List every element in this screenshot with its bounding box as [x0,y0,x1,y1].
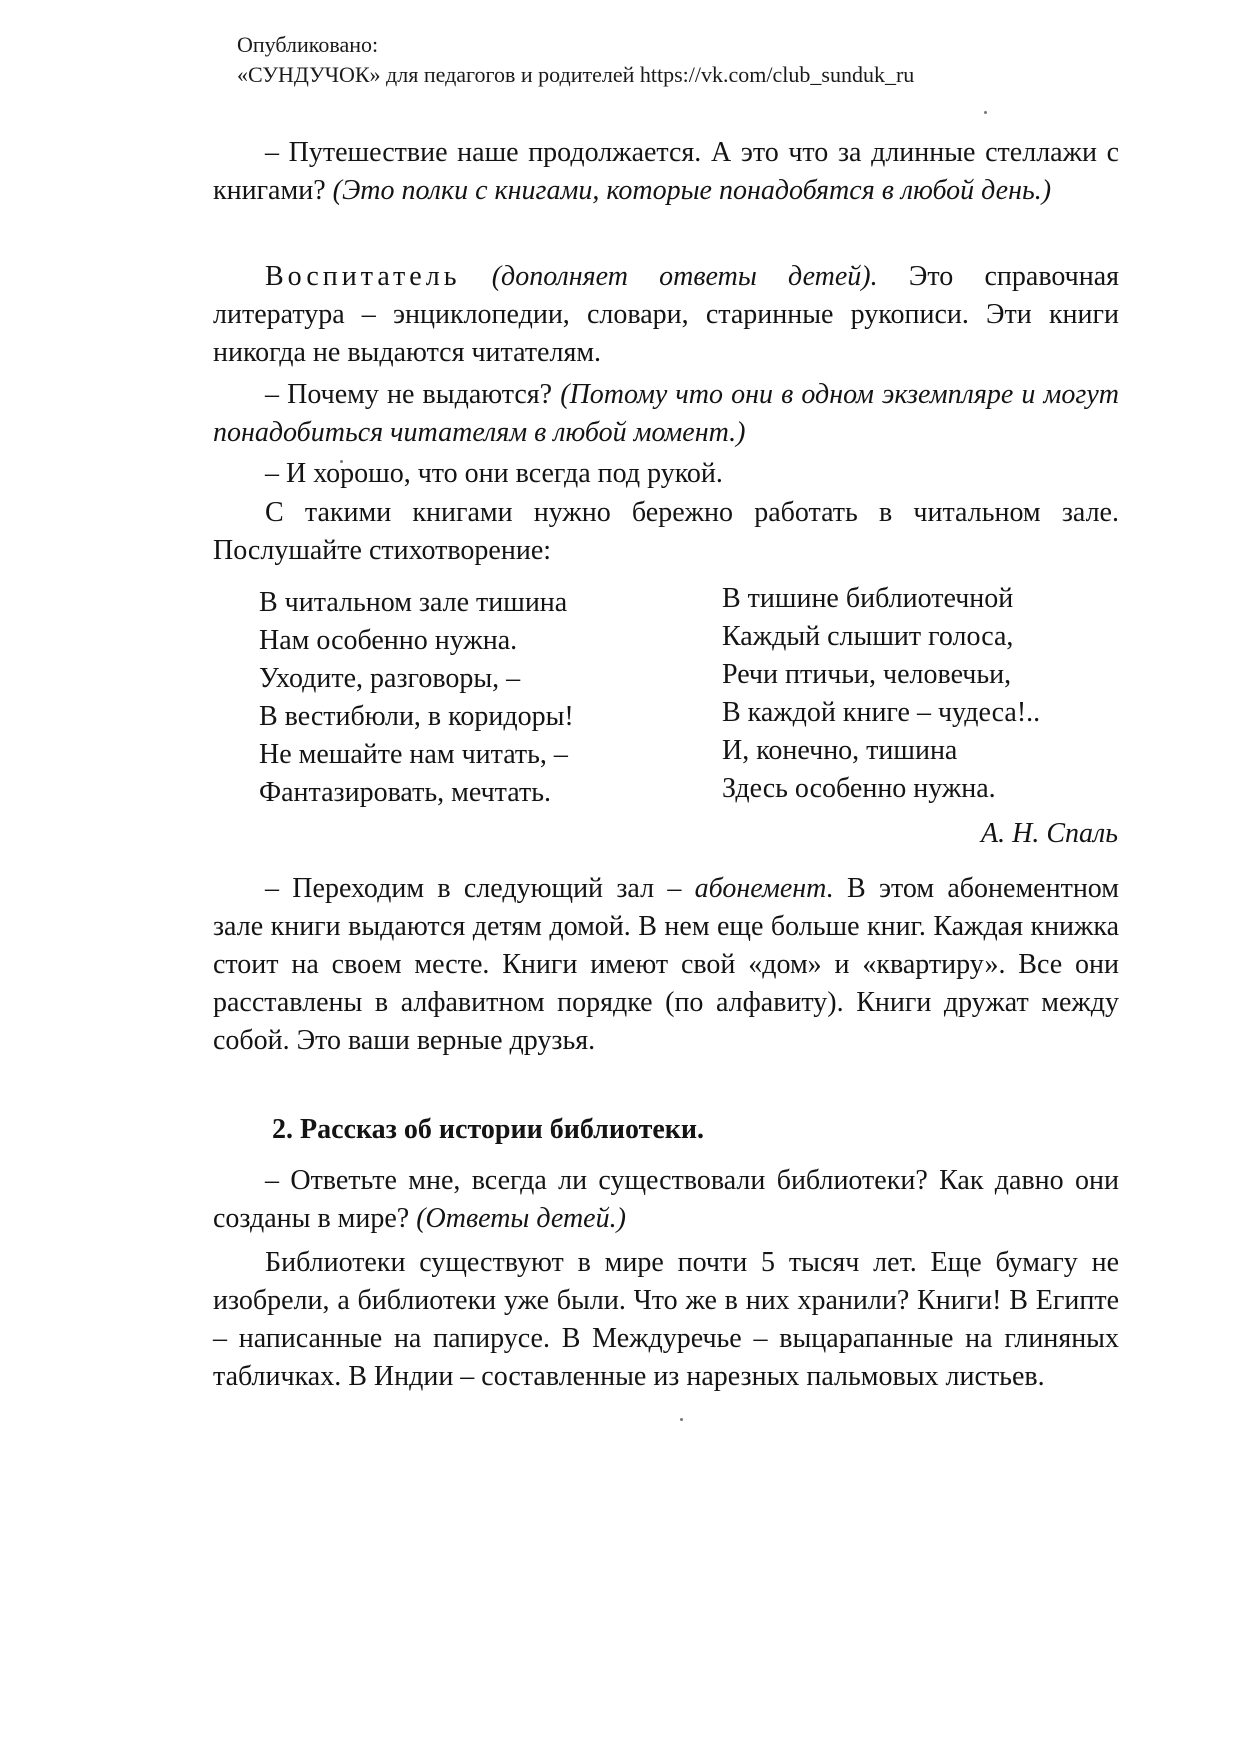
poem-line: Фантазировать, мечтать. [259,777,551,808]
speaker-label: Воспитатель [265,261,461,292]
scan-speck [680,1418,683,1421]
paragraph-4-text: – И хорошо, что они всегда под рукой. [265,458,723,489]
paragraph-1-answer: (Это полки с книгами, которые понадобятся в любой день.) [332,175,1052,206]
scan-speck [984,111,987,114]
poem-line: В каждой книге – чудеса!.. [722,697,1041,728]
section-heading: 2. Рассказ об истории библиотеки. [272,1114,705,1145]
poem-line: Каждый слышит голоса, [722,621,1014,652]
paragraph-1 [213,134,1119,210]
poem-line: В вестибюли, в коридоры! [259,701,574,732]
poem-line: Не мешайте нам читать, – [259,739,568,770]
poem-line: В тишине библиотечной [722,583,1014,614]
paragraph-2 [213,258,1119,372]
poem-line: Уходите, разговоры, – [259,663,521,694]
publication-note [237,30,914,90]
paragraph-8-text: Библиотеки существуют в мире почти 5 тысяч лет. Еще бумагу не изобрели, а библиотеки уже были. Что же в них хранили? Книги! В Египте – написанные на папирусе. В Междуречье – выцарапанные на глиняных табличках. В Индии – составленные из нарезных пальмовых листьев. [213,1247,1119,1392]
poem-left-column [259,584,574,812]
poem-line: Речи птичьи, человечьи, [722,659,1012,690]
paragraph-5 [213,494,1119,570]
paragraph-8 [213,1244,1119,1396]
paragraph-2-text: Это справочная литература – энциклопедии, словари, старинные рукописи. Эти книги никогда не выдаются читателям. [213,261,1120,368]
paragraph-3 [213,376,1119,452]
paragraph-6-term: абонемент. [694,873,834,904]
paragraph-2-remark: (дополняет ответы детей). [491,261,878,292]
poem-line: Нам особенно нужна. [259,625,518,656]
paragraph-7 [213,1162,1119,1238]
paragraph-4 [213,455,1119,493]
paragraph-6 [213,870,1119,1060]
poem-line: Здесь особенно нужна. [722,773,996,804]
paragraph-6-text-b: В этом абонементном зале книги выдаются детям домой. В нем еще больше книг. Каждая книжка стоит на своем месте. Книги имеют свой «дом» и «квартиру». Все они расставлены в алфавитном порядке (по алфавиту). Книги дружат между собой. Это ваши верные друзья. [213,873,1119,1056]
poem-right-column [722,580,1040,808]
paragraph-6-text-a: – Переходим в следующий зал – [265,873,695,904]
published-label: Опубликовано: [237,32,379,57]
poem-line: В читальном зале тишина [259,587,568,618]
source-line: «СУНДУЧОК» для педагогов и родителей https://vk.com/club_sunduk_ru [237,62,915,87]
paragraph-7-text: – Ответьте мне, всегда ли существовали библиотеки? Как давно они созданы в мире? [213,1165,1119,1234]
paragraph-3-text: – Почему не выдаются? [265,379,561,410]
paragraph-7-answer: (Ответы детей.) [416,1203,626,1234]
poem-line: И, конечно, тишина [722,735,958,766]
paragraph-1-text: – Путешествие наше продолжается. А это что за длинные стеллажи с книгами? [213,137,1119,206]
poem-author: А. Н. Спаль [981,818,1118,849]
paragraph-3-answer: (Потому что они в одном экземпляре и могут понадобиться читателям в любой момент.) [213,379,1119,448]
paragraph-5-text: С такими книгами нужно бережно работать в читальном зале. Послушайте стихотворение: [213,497,1119,566]
